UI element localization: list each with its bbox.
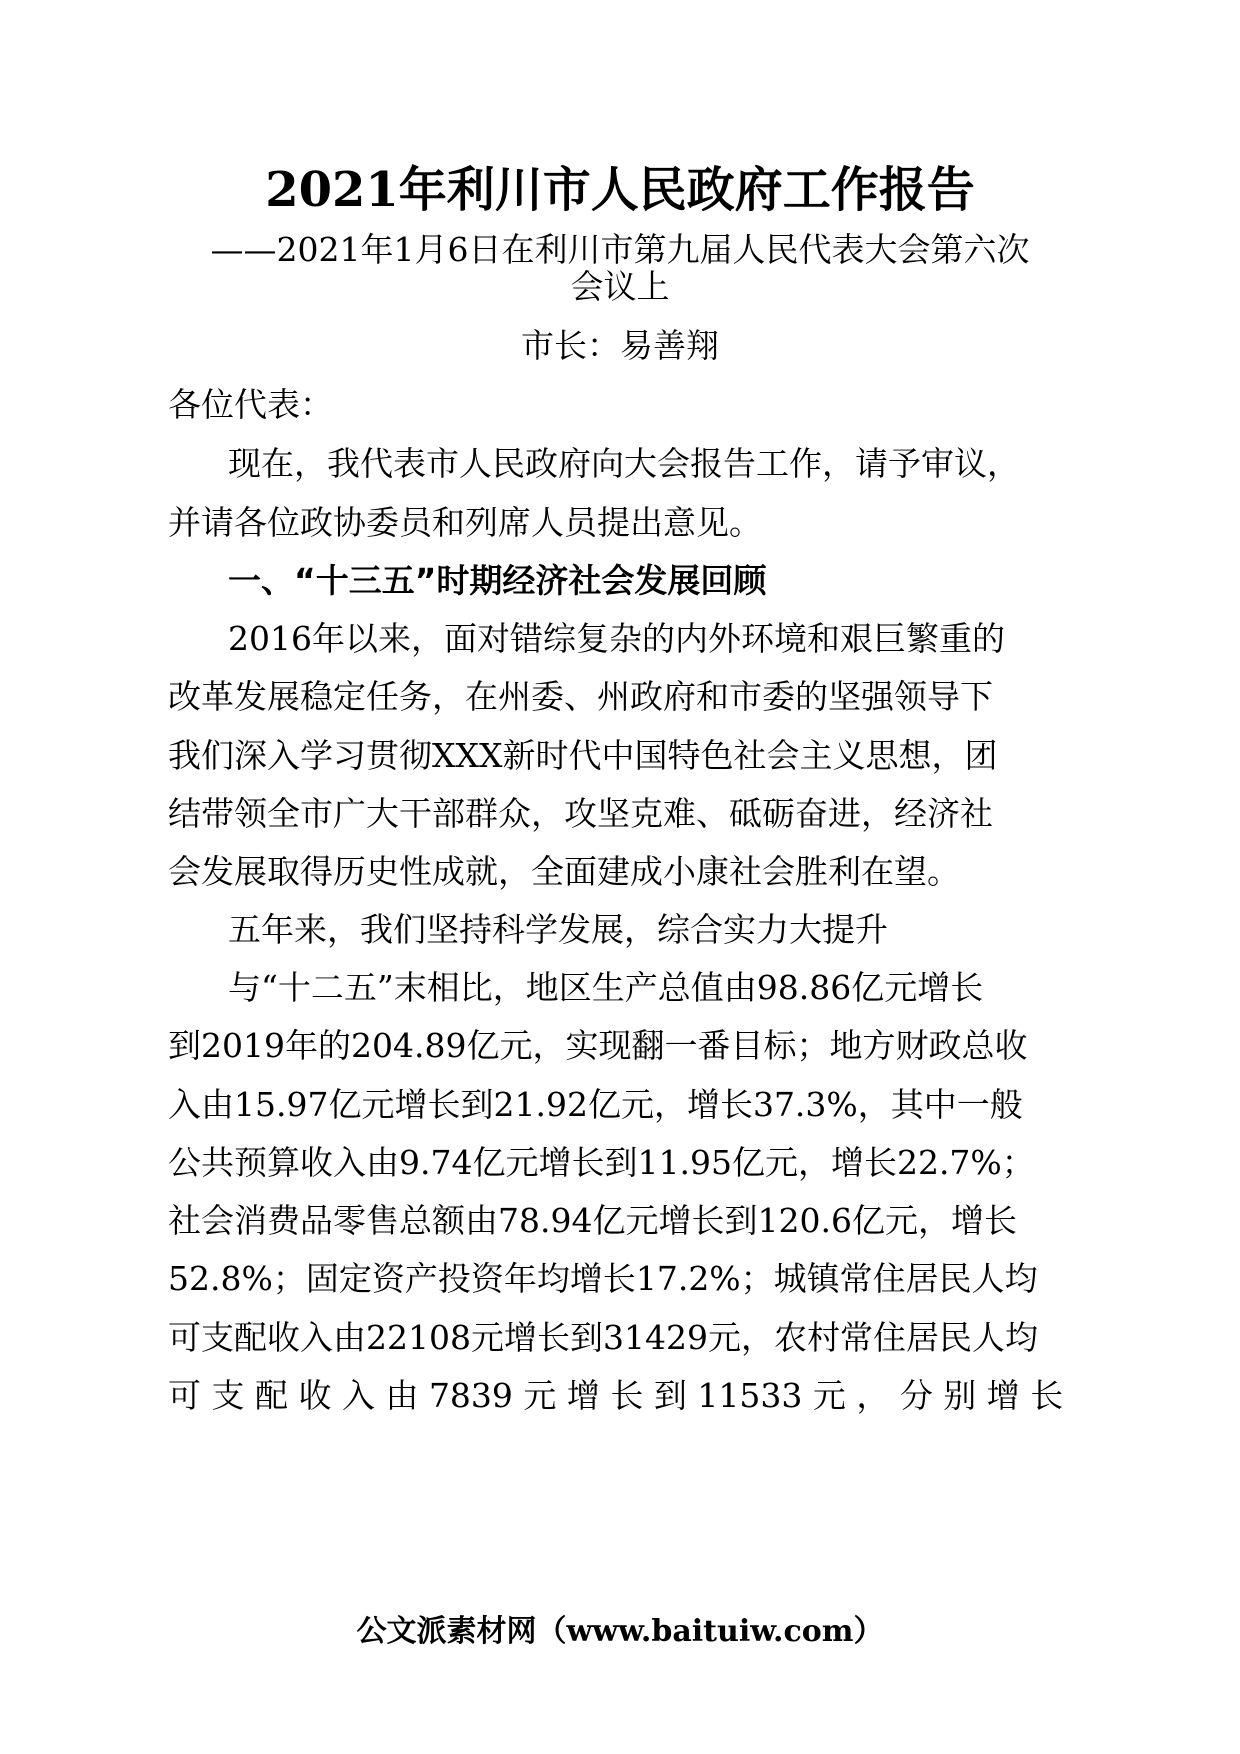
document-subtitle-line-2: 会议上 [570,267,670,306]
para1-line-1: 2016年以来，面对错综复杂的内外环境和艰巨繁重的 [228,619,1005,658]
footer-watermark: 公文派素材网（www.baituiw.com） [356,1614,884,1649]
section-heading: 一、“十三五”时期经济社会发展回顾 [228,561,767,600]
intro-line-2: 并请各位政协委员和列席人员提出意见。 [168,503,762,542]
para1-line-4: 结带领全市广大干部群众，攻坚克难、砥砺奋进，经济社 [168,794,993,833]
para2-line-4: 公共预算收入由9.74亿元增长到11.95亿元，增长22.7%； [168,1143,1035,1182]
document-author: 市长：易善翔 [521,326,719,365]
salutation: 各位代表： [168,385,333,424]
intro-line-1: 现在，我代表市人民政府向大会报告工作，请予审议， [228,444,1020,483]
para1-line-2: 改革发展稳定任务，在州委、州政府和市委的坚强领导下 [168,677,993,716]
document-title: 2021年利川市人民政府工作报告 [265,162,975,218]
para2-line-1: 与“十二五”末相比，地区生产总值由98.86亿元增长 [228,968,984,1007]
para2-line-7: 可支配收入由22108元增长到31429元，农村常住居民人均 [168,1318,1038,1357]
subsection-line: 五年来，我们坚持科学发展，综合实力大提升 [228,910,888,949]
document-subtitle-line-1: ——2021年1月6日在利川市第九届人民代表大会第六次 [210,230,1030,269]
para2-line-6: 52.8%；固定资产投资年均增长17.2%；城镇常住居民人均 [168,1259,1038,1298]
para1-line-3: 我们深入学习贯彻XXX新时代中国特色社会主义思想，团 [168,736,998,775]
para1-line-5: 会发展取得历史性成就，全面建成小康社会胜利在望。 [168,852,960,891]
para2-line-3: 入由15.97亿元增长到21.92亿元，增长37.3%，其中一般 [168,1085,1023,1124]
para2-line-8: 可 支 配 收 入 由 7839 元 增 长 到 11533 元 ， 分 别 增 长 [168,1376,1064,1415]
para2-line-2: 到2019年的204.89亿元，实现翻一番目标；地方财政总收 [168,1026,1028,1065]
para2-line-5: 社会消费品零售总额由78.94亿元增长到120.6亿元，增长 [168,1201,1017,1240]
